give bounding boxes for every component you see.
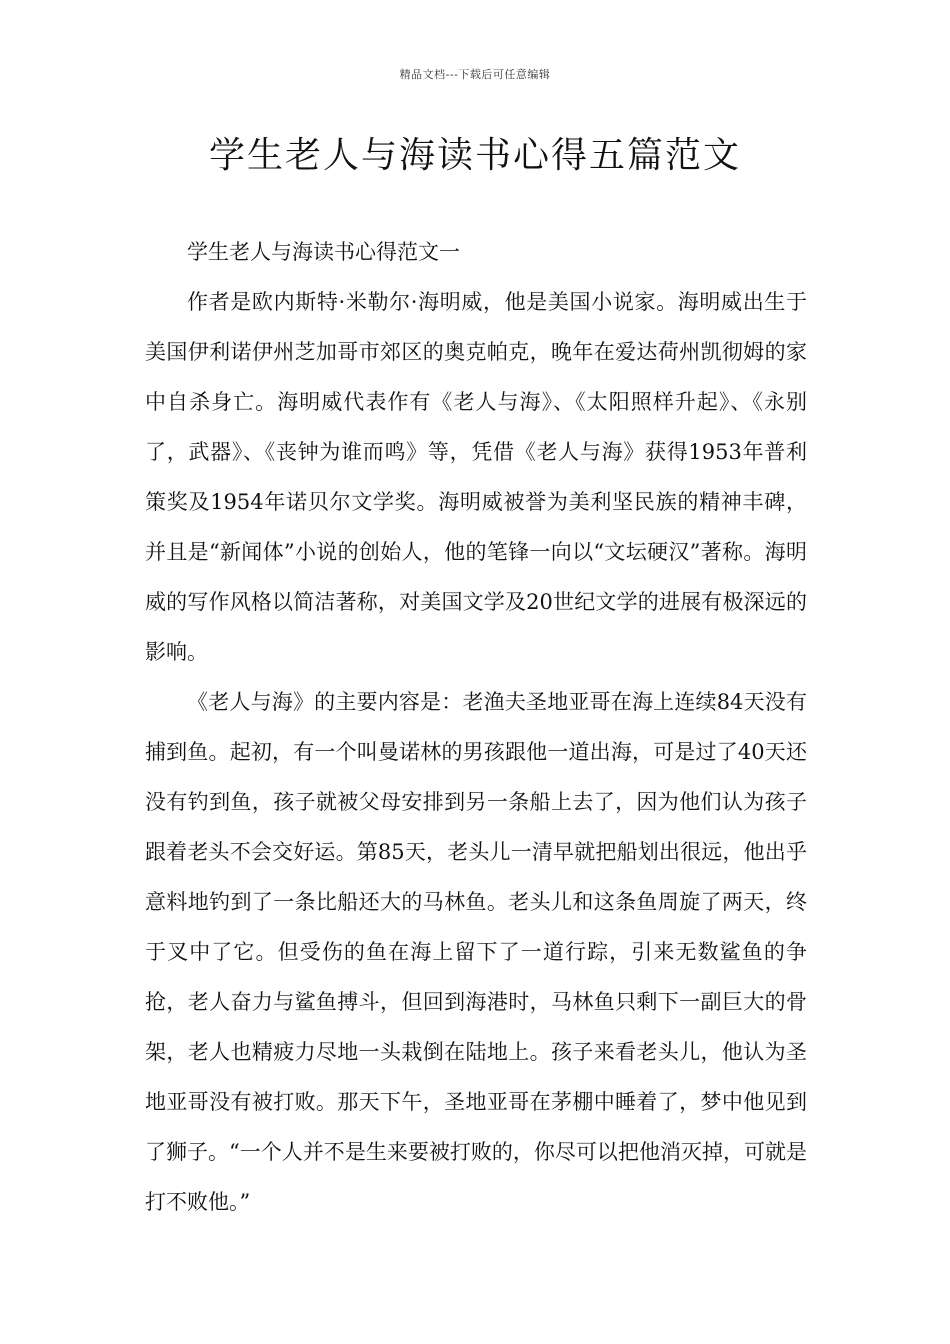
document-body (145, 227, 807, 1227)
header-note: 精品文档---下载后可任意编辑 (399, 68, 551, 81)
document-title: 学生老人与海读书心得五篇范文 (208, 135, 741, 176)
paragraph-author-intro: 作者是欧内斯特·米勒尔·海明威，他是美国小说家。海明威出生于美国伊利诺伊州芝加哥市郊区的奥克帕克，晚年在爱达荷州凯彻姆的家中自杀身亡。海明威代表作有《老人与海》、《太阳照样升起》、《永别了，武器》、《丧钟为谁而鸣》等，凭借《老人与海》获得1953年普利策奖及1954年诺贝尔文学奖。海明威被誉为美利坚民族的精神丰碑，并且是“新闻体”小说的创始人，他的笔锋一向以“文坛硬汉”著称。海明威的写作风格以简洁著称，对美国文学及20世纪文学的进展有极深远的影响。 (145, 290, 807, 664)
section-heading: 学生老人与海读书心得范文一 (187, 240, 460, 264)
paragraph-plot-summary: 《老人与海》的主要内容是：老渔夫圣地亚哥在海上连续84天没有捕到鱼。起初，有一个叫曼诺林的男孩跟他一道出海，可是过了40天还没有钓到鱼，孩子就被父母安排到另一条船上去了，因为他们认为孩子跟着老头不会交好运。第85天，老头儿一清早就把船划出很远，他出乎意料地钓到了一条比船还大的马林鱼。老头儿和这条鱼周旋了两天，终于叉中了它。但受伤的鱼在海上留下了一道行踪，引来无数鲨鱼的争抢，老人奋力与鲨鱼搏斗，但回到海港时，马林鱼只剩下一副巨大的骨架，老人也精疲力尽地一头栽倒在陆地上。孩子来看老头儿，他认为圣地亚哥没有被打败。那天下午，圣地亚哥在茅棚中睡着了，梦中他见到了狮子。“一个人并不是生来要被打败的，你尽可以把他消灭掉，可就是打不败他。” (145, 690, 807, 1214)
